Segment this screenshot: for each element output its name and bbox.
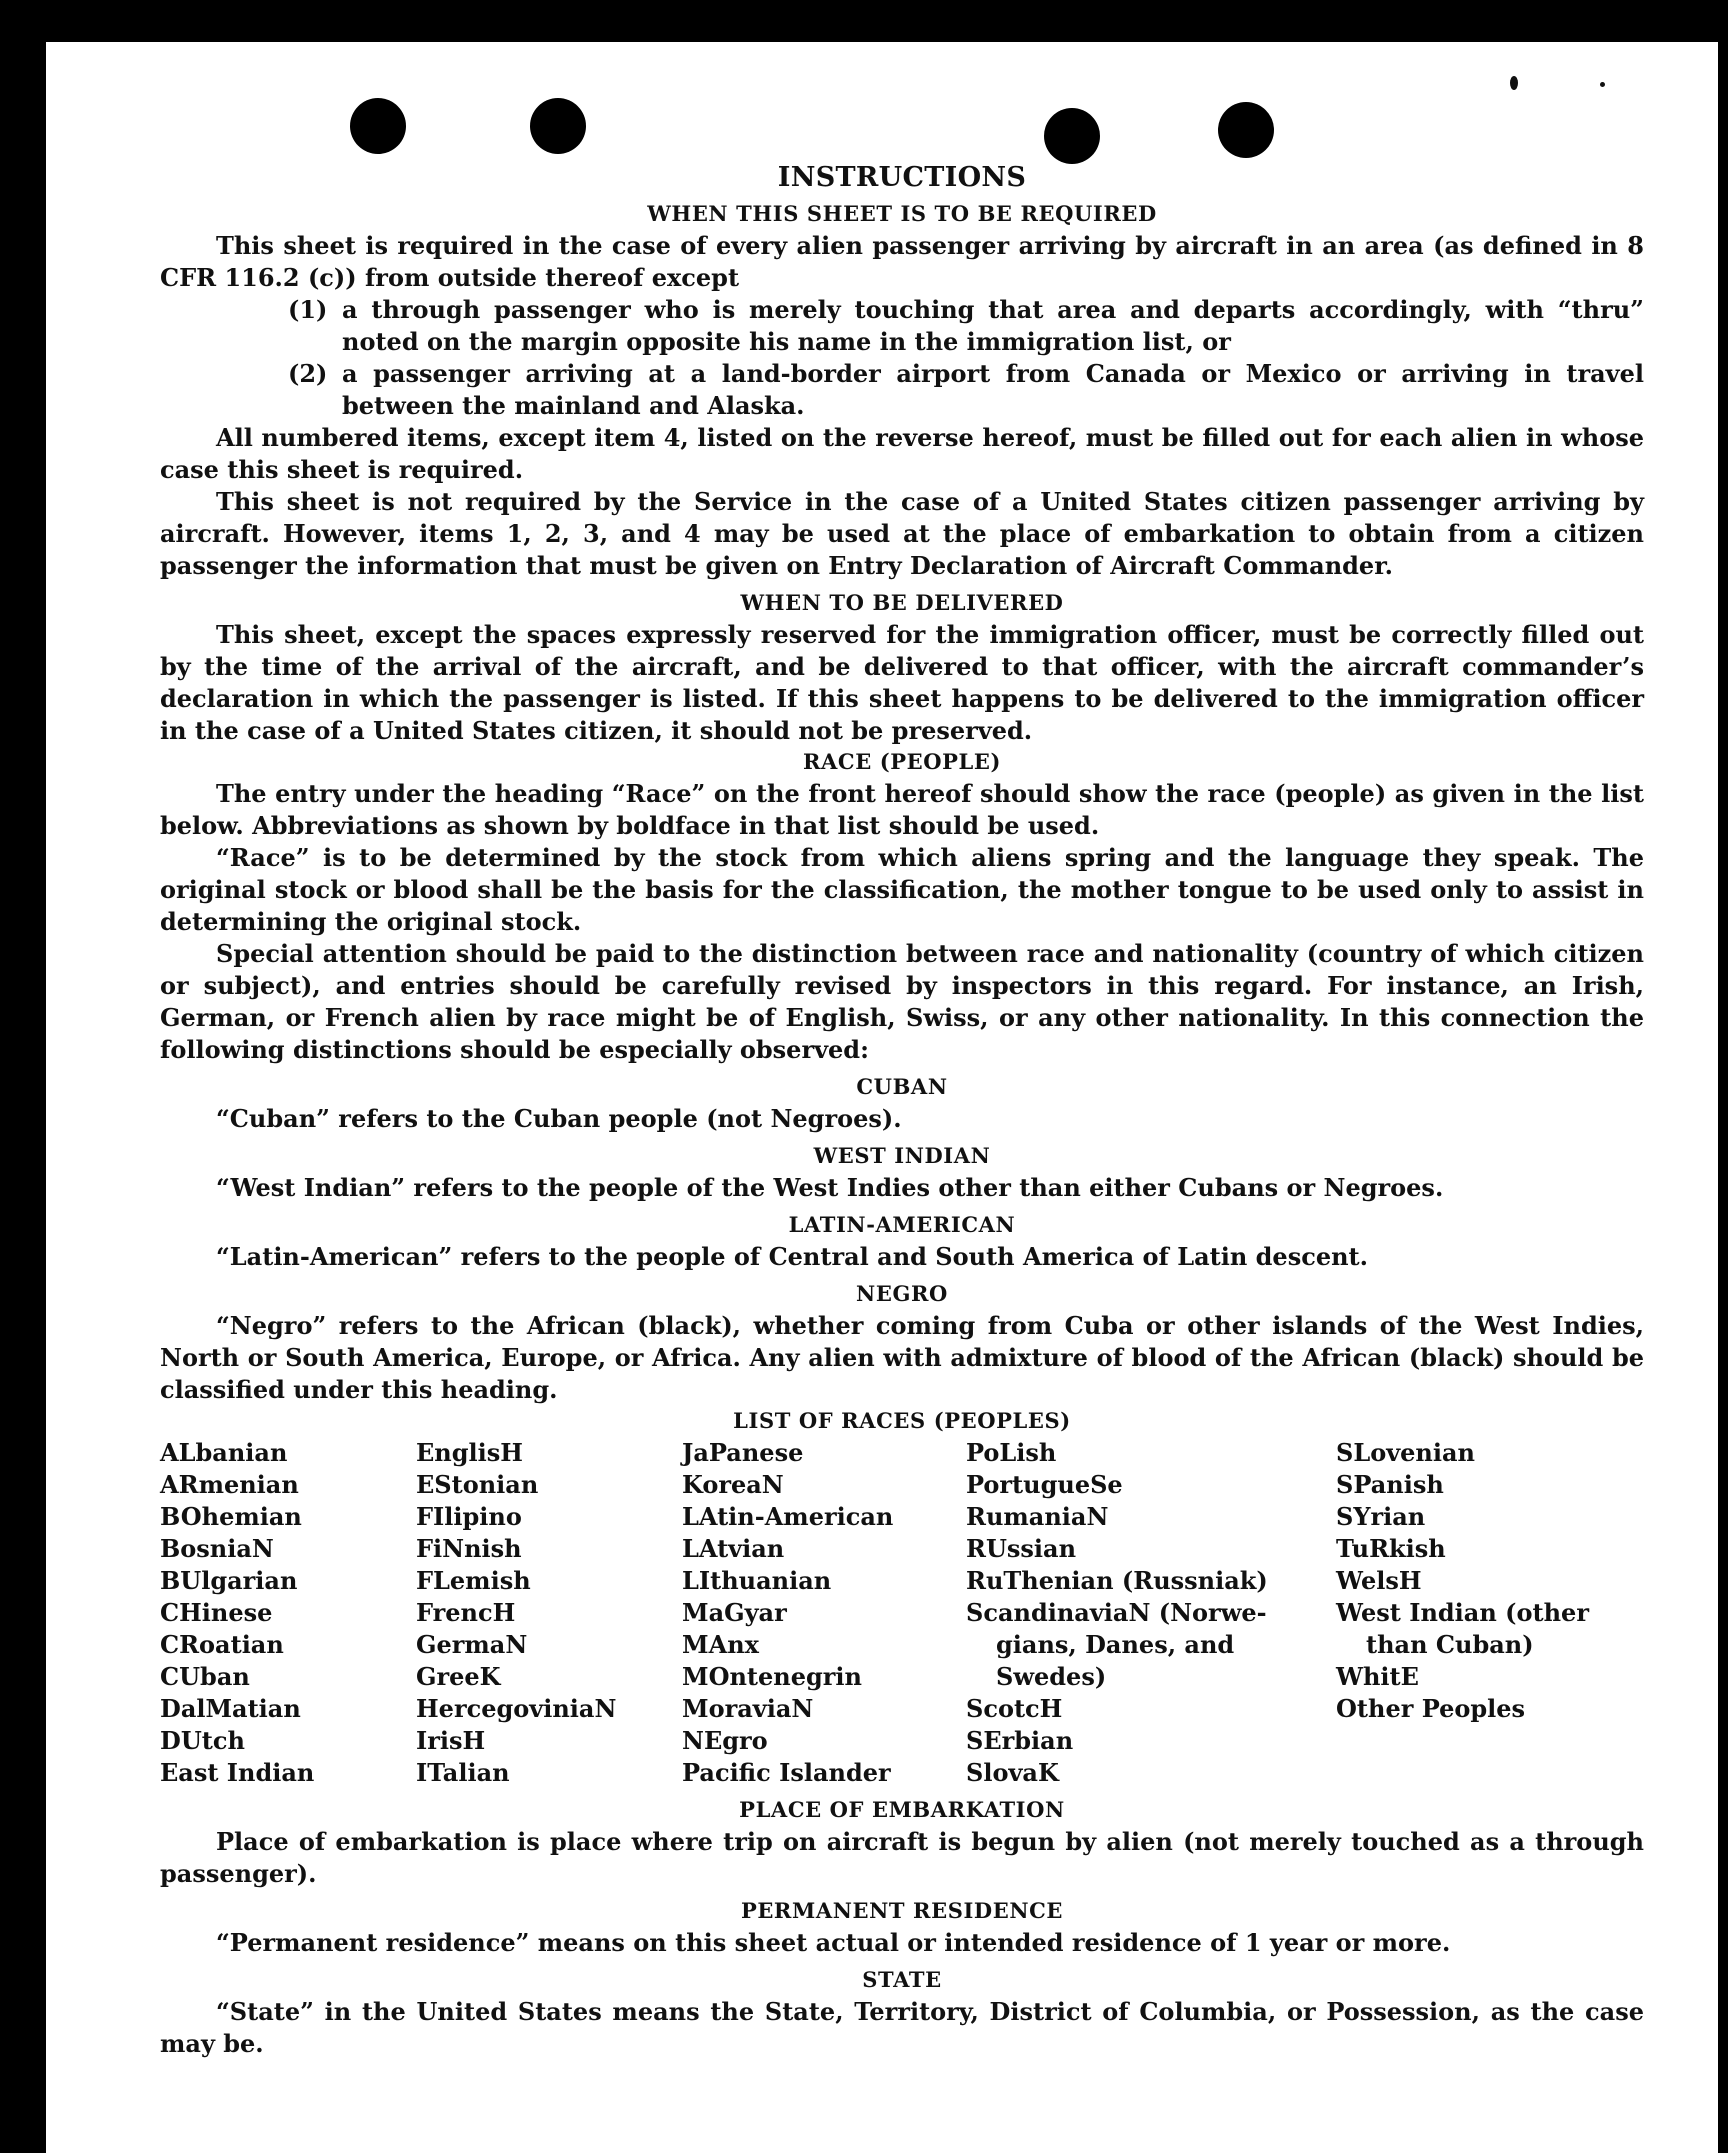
race-entry: Pacific Islander [682, 1758, 891, 1787]
item-number: (1) [288, 295, 328, 324]
race-entry: BOhemian [160, 1502, 302, 1531]
race-entry: ARmenian [160, 1470, 299, 1499]
race-entry: KoreaN [682, 1470, 784, 1499]
list-item [288, 358, 1644, 422]
race-entry: BUlgarian [160, 1566, 298, 1595]
paragraph: “West Indian” refers to the people of the West Indies other than either Cubans or Negroes. [216, 1173, 1444, 1202]
race-entry: FLemish [416, 1566, 531, 1595]
race-entry: PortugueSe [966, 1470, 1123, 1499]
race-entry: GreeK [416, 1662, 501, 1691]
race-entry: ITalian [416, 1758, 510, 1787]
race-entry: LAtin-American [682, 1502, 894, 1531]
race-entry: DUtch [160, 1726, 245, 1755]
race-entry: FiNnish [416, 1534, 522, 1563]
paragraph: This sheet is not required by the Service in the case of a United States citizen passenger arriving by aircraft. However, items 1, 2, 3, and 4 may be used at the place of embarkation to obtain from a citizen passenger the information that must be given on Entry Declaration of Aircraft Commander. [160, 487, 1644, 580]
race-entry: WhitE [1336, 1662, 1419, 1691]
race-entry: GermaN [416, 1630, 528, 1659]
race-entry: CUban [160, 1662, 250, 1691]
race-entry: CHinese [160, 1598, 273, 1627]
race-entry: MAnx [682, 1630, 759, 1659]
race-entry: MOntenegrin [682, 1662, 862, 1691]
list-item [288, 294, 1644, 358]
race-entry: PoLish [966, 1438, 1057, 1467]
section-heading: WEST INDIAN [813, 1143, 991, 1168]
race-list [160, 1437, 1644, 1789]
race-entry: SlovaK [966, 1758, 1059, 1787]
paragraph: Place of embarkation is place where trip on aircraft is begun by alien (not merely touched as a through passenger). [160, 1827, 1644, 1888]
section-heading: LATIN-AMERICAN [788, 1212, 1016, 1237]
section-heading: WHEN THIS SHEET IS TO BE REQUIRED [647, 201, 1157, 226]
section-heading: RACE (PEOPLE) [802, 749, 1002, 774]
race-entry: EnglisH [416, 1438, 523, 1467]
race-entry: SLovenian [1336, 1438, 1475, 1467]
paragraph: This sheet is required in the case of every alien passenger arriving by aircraft in an area (as defined in 8 CFR 116.2 (c)) from outside thereof except [160, 231, 1644, 292]
section-heading: PLACE OF EMBARKATION [739, 1797, 1065, 1822]
race-entry: IrisH [416, 1726, 486, 1755]
race-entry: WelsH [1336, 1566, 1422, 1595]
race-entry: FrencH [416, 1598, 516, 1627]
paragraph: The entry under the heading “Race” on the front hereof should show the race (people) as given in the list below. Abbreviations as shown by boldface in that list should be used. [160, 779, 1644, 840]
paragraph: “Race” is to be determined by the stock from which aliens spring and the language they speak. The original stock or blood shall be the basis for the classification, the mother tongue to be used only to assist in determining the original stock. [160, 843, 1644, 936]
race-entry: JaPanese [682, 1438, 804, 1467]
race-column [682, 1437, 966, 1789]
item-text: a through passenger who is merely touching that area and departs accordingly, with “thru” noted on the margin opposite his name in the immigration list, or [342, 295, 1644, 356]
section-heading: STATE [862, 1967, 942, 1992]
race-entry: MaGyar [682, 1598, 787, 1627]
race-entry: HercegoviniaN [416, 1694, 617, 1723]
paragraph: “State” in the United States means the State, Territory, District of Columbia, or Possession, as the case may be. [160, 1997, 1644, 2058]
paragraph: “Cuban” refers to the Cuban people (not Negroes). [216, 1104, 902, 1133]
race-column [160, 1437, 416, 1789]
race-entry: East Indian [160, 1758, 315, 1787]
race-entry: RUssian [966, 1534, 1077, 1563]
paragraph: All numbered items, except item 4, listed on the reverse hereof, must be filled out for each alien in whose case this sheet is required. [160, 423, 1644, 484]
paragraph: This sheet, except the spaces expressly reserved for the immigration officer, must be correctly filled out by the time of the arrival of the aircraft, and be delivered to that officer, with the aircraft commander’s declaration in which the passenger is listed. If this sheet happens to be delivered to the immigration officer in the case of a United States citizen, it should not be preserved. [160, 620, 1644, 745]
race-column [966, 1437, 1336, 1789]
section-heading: NEGRO [856, 1281, 948, 1306]
race-entry: SYrian [1336, 1502, 1426, 1531]
race-column [1336, 1437, 1616, 1789]
document-body [160, 42, 1644, 2060]
paragraph: “Latin-American” refers to the people of Central and South America of Latin descent. [216, 1242, 1368, 1271]
race-entry: RumaniaN [966, 1502, 1109, 1531]
item-text: a passenger arriving at a land-border airport from Canada or Mexico or arriving in travel between the mainland and Alaska. [342, 359, 1644, 420]
race-entry: MoraviaN [682, 1694, 814, 1723]
section-heading: PERMANENT RESIDENCE [740, 1898, 1064, 1923]
race-entry-continued: gians, Danes, and [996, 1630, 1235, 1659]
race-entry: EStonian [416, 1470, 539, 1499]
race-entry: SErbian [966, 1726, 1074, 1755]
race-entry: BosniaN [160, 1534, 274, 1563]
section-heading: WHEN TO BE DELIVERED [740, 590, 1064, 615]
race-entry: NEgro [682, 1726, 768, 1755]
section-heading: LIST OF RACES (PEOPLES) [733, 1408, 1071, 1433]
race-entry: ScotcH [966, 1694, 1063, 1723]
race-entry-continued: than Cuban) [1366, 1630, 1534, 1659]
race-entry: LAtvian [682, 1534, 785, 1563]
page-title: INSTRUCTIONS [777, 162, 1027, 193]
race-entry: DalMatian [160, 1694, 301, 1723]
race-entry: ScandinaviaN (Norwe- [966, 1598, 1267, 1627]
section-heading: CUBAN [856, 1074, 948, 1099]
paragraph: “Permanent residence” means on this sheet actual or intended residence of 1 year or more. [216, 1928, 1451, 1957]
race-entry: CRoatian [160, 1630, 284, 1659]
paragraph: “Negro” refers to the African (black), whether coming from Cuba or other islands of the West Indies, North or South America, Europe, or Africa. Any alien with admixture of blood of the African (black) should be classified under this heading. [160, 1311, 1644, 1404]
race-entry: RuThenian (Russniak) [966, 1566, 1268, 1595]
race-entry: LIthuanian [682, 1566, 832, 1595]
race-entry: TuRkish [1336, 1534, 1446, 1563]
race-column [416, 1437, 682, 1789]
race-entry: SPanish [1336, 1470, 1444, 1499]
race-entry: FIlipino [416, 1502, 522, 1531]
race-entry: ALbanian [160, 1438, 288, 1467]
race-entry: West Indian (other [1336, 1598, 1589, 1627]
document-page [46, 42, 1718, 2153]
paragraph: Special attention should be paid to the distinction between race and nationality (country of which citizen or subject), and entries should be carefully revised by inspectors in this regard. For instance, an Irish, German, or French alien by race might be of English, Swiss, or any other nationality. In this connection the following distinctions should be especially observed: [160, 939, 1644, 1064]
item-number: (2) [288, 359, 328, 388]
race-entry: Other Peoples [1336, 1694, 1526, 1723]
race-entry-continued: Swedes) [996, 1662, 1107, 1691]
